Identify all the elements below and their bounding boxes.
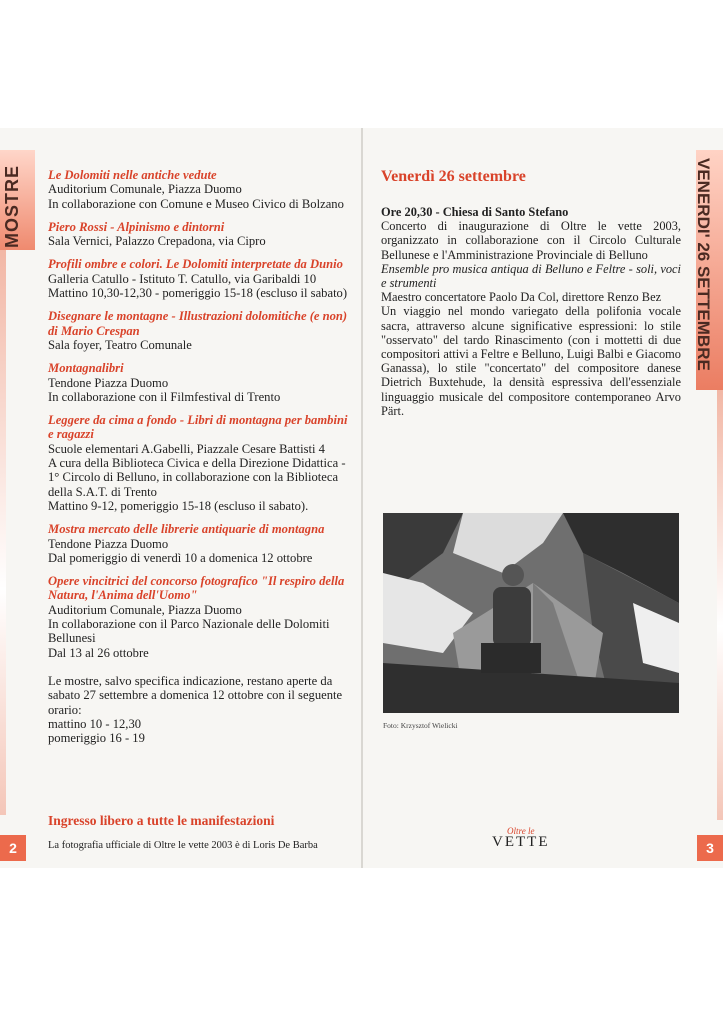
exhibition-line: Auditorium Comunale, Piazza Duomo xyxy=(48,602,242,617)
note-line: Le mostre, salvo specifica indicazione, restano aperte da sabato 27 settembre a domenica 12 ottobre con il seguente orario: xyxy=(48,673,343,717)
photo-credit: Foto: Krzysztof Wielicki xyxy=(383,721,458,730)
event-description xyxy=(381,205,681,418)
exhibitions-list xyxy=(48,168,353,745)
exhibition-entry xyxy=(48,361,353,404)
exhibition-line: Dal pomeriggio di venerdì 10 a domenica 12 ottobre xyxy=(48,550,313,565)
page-number-right: 3 xyxy=(697,835,723,861)
exhibition-title: Profili ombre e colori. Le Dolomiti interpretate da Dunio xyxy=(48,257,343,272)
official-photo-credit: La fotografia ufficiale di Oltre le vette 2003 è di Loris De Barba xyxy=(48,840,318,851)
logo-top-text: Oltre le xyxy=(507,826,535,836)
page-fold xyxy=(361,128,363,868)
exhibition-line: Dal 13 al 26 ottobre xyxy=(48,645,149,660)
opening-hours-note xyxy=(48,674,353,745)
event-body: Concerto di inaugurazione di Oltre le vette 2003, organizzato in collaborazione con il Circolo Culturale Bellunese e l'Amministrazione Provinciale di Belluno xyxy=(381,219,681,262)
exhibition-line: Scuole elementari A.Gabelli, Piazzale Cesare Battisti 4 xyxy=(48,441,325,456)
right-edge-strip xyxy=(717,390,723,820)
exhibition-entry xyxy=(48,522,353,565)
exhibition-line: Sala foyer, Teatro Comunale xyxy=(48,337,192,352)
exhibition-line: Sala Vernici, Palazzo Crepadona, via Cipro xyxy=(48,234,266,249)
event-body: Un viaggio nel mondo variegato della polifonia vocale sacra, attraverso alcune significative espressioni: lo stile "osservato" del tardo Rinascimento (con i mottetti di due compositori attivi a Feltre e Belluno, Luigi Balbi e Giacomo Ganassa), lo stile "concertato" del compositore danese Dietrich Buxtehude, la densità espressiva dell'essenziale linguaggio musicale del compositore contemporaneo Arvo Pärt. xyxy=(381,304,681,418)
exhibition-line: Galleria Catullo - Istituto T. Catullo, via Garibaldi 10 xyxy=(48,271,317,286)
exhibition-line: Mattino 9-12, pomeriggio 15-18 (escluso il sabato). xyxy=(48,498,309,513)
note-line: pomeriggio 16 - 19 xyxy=(48,731,145,746)
exhibition-line: Auditorium Comunale, Piazza Duomo xyxy=(48,182,242,197)
left-edge-strip xyxy=(0,250,6,815)
left-tab-label: MOSTRE xyxy=(2,164,22,248)
event-time-place: Ore 20,30 - Chiesa di Santo Stefano xyxy=(381,205,569,219)
exhibition-title: Opere vincitrici del concorso fotografico "Il respiro della Natura, l'Anima dell'Uomo" xyxy=(48,574,345,603)
exhibition-title: Montagnalibri xyxy=(48,361,124,376)
exhibition-line: Tendone Piazza Duomo xyxy=(48,375,169,390)
exhibition-line: Tendone Piazza Duomo xyxy=(48,536,169,551)
event-ensemble: Ensemble pro musica antiqua di Belluno e Feltre - soli, voci e strumenti xyxy=(381,261,681,291)
exhibition-entry xyxy=(48,168,353,211)
exhibition-line: In collaborazione con il Filmfestival di Trento xyxy=(48,389,281,404)
page-number-left: 2 xyxy=(0,835,26,861)
exhibition-title: Leggere da cima a fondo - Libri di montagna per bambini e ragazzi xyxy=(48,413,348,442)
event-conductors: Maestro concertatore Paolo Da Col, direttore Renzo Bez xyxy=(381,290,662,305)
exhibition-entry xyxy=(48,309,353,352)
logo-main-text: VETTE xyxy=(492,834,550,850)
exhibition-title: Mostra mercato delle librerie antiquarie di montagna xyxy=(48,522,325,537)
exhibition-title: Disegnare le montagne - Illustrazioni dolomitiche (e non) di Mario Crespan xyxy=(48,309,348,338)
mountaineer-tent-photo xyxy=(383,513,679,713)
exhibition-title: Piero Rossi - Alpinismo e dintorni xyxy=(48,219,225,234)
free-entry-notice: Ingresso libero a tutte le manifestazioni xyxy=(48,813,275,828)
exhibition-entry xyxy=(48,257,353,300)
right-tab-label: VENERDI' 26 SETTEMBRE xyxy=(694,158,713,371)
exhibition-title: Le Dolomiti nelle antiche vedute xyxy=(48,168,217,182)
exhibition-line: In collaborazione con il Parco Nazionale delle Dolomiti Bellunesi xyxy=(48,617,330,646)
exhibition-line: In collaborazione con Comune e Museo Civico di Bolzano xyxy=(48,196,344,211)
event-heading: Venerdì 26 settembre xyxy=(381,168,526,185)
exhibition-entry xyxy=(48,220,353,249)
exhibition-line: A cura della Biblioteca Civica e della Direzione Didattica - 1° Circolo di Belluno, in collaborazione con la Biblioteca della S.A.T. di Trento xyxy=(48,456,346,499)
exhibition-entry xyxy=(48,413,353,513)
oltre-le-vette-logo xyxy=(492,826,549,851)
exhibition-entry xyxy=(48,574,353,660)
note-line: mattino 10 - 12,30 xyxy=(48,716,142,731)
exhibition-line: Mattino 10,30-12,30 - pomeriggio 15-18 (escluso il sabato) xyxy=(48,286,348,301)
